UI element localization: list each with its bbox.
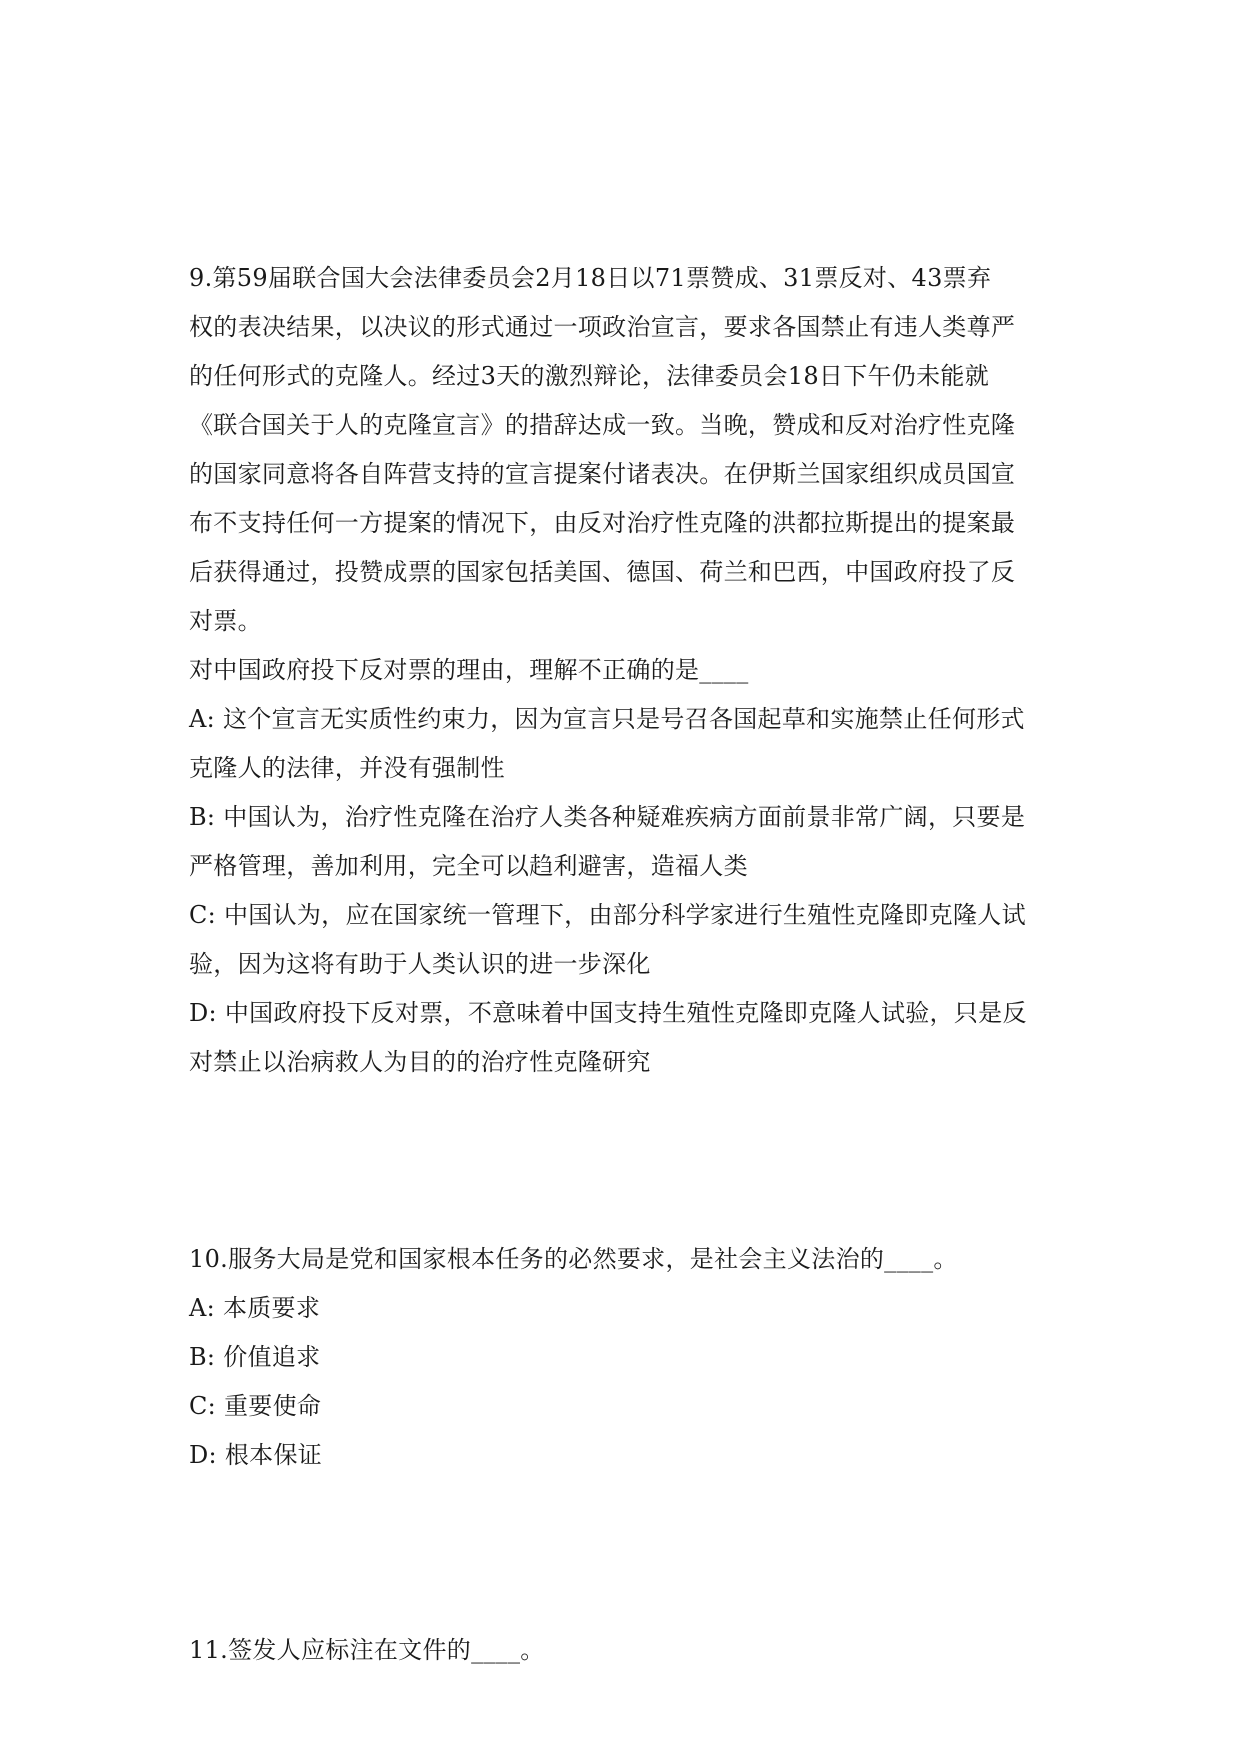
question-10-option-a: A: 本质要求 <box>189 1294 321 1322</box>
spacer <box>189 1087 1059 1235</box>
option-line: C: 中国认为，应在国家统一管理下，由部分科学家进行生殖性克隆即克隆人试 <box>189 901 1026 929</box>
document-content <box>189 254 1059 1675</box>
question-9-stem-line: 对票。 <box>189 607 262 635</box>
option-line: 克隆人的法律，并没有强制性 <box>189 754 505 782</box>
question-9-stem-line: 《联合国关于人的克隆宣言》的措辞达成一致。当晚，赞成和反对治疗性克隆 <box>189 411 1016 439</box>
option-line: 验，因为这将有助于人类认识的进一步深化 <box>189 950 651 978</box>
question-10-option-d: D: 根本保证 <box>189 1441 323 1469</box>
question-9-option-a <box>189 695 1059 793</box>
question-9-prompt: 对中国政府投下反对票的理由，理解不正确的是____ <box>189 656 749 684</box>
question-9-stem-line: 权的表决结果，以决议的形式通过一项政治宣言，要求各国禁止有违人类尊严 <box>189 313 1016 341</box>
question-9-option-d <box>189 989 1059 1087</box>
question-9-stem-line: 的国家同意将各自阵营支持的宣言提案付诸表决。在伊斯兰国家组织成员国宣 <box>189 460 1016 488</box>
question-9-stem-line: 9.第59届联合国大会法律委员会2月18日以71票赞成、31票反对、43票弃 <box>189 264 992 292</box>
question-9-option-c <box>189 891 1059 989</box>
question-9-option-b <box>189 793 1059 891</box>
question-11-stem: 11.签发人应标注在文件的____。 <box>189 1636 545 1664</box>
option-line: 对禁止以治病救人为目的的治疗性克隆研究 <box>189 1048 651 1076</box>
question-10-option-c: C: 重要使命 <box>189 1392 322 1420</box>
question-9-stem-line: 的任何形式的克隆人。经过3天的激烈辩论，法律委员会18日下午仍未能就 <box>189 362 990 390</box>
question-10-option-b: B: 价值追求 <box>189 1343 321 1371</box>
question-11 <box>189 1626 1059 1675</box>
spacer <box>189 1480 1059 1626</box>
question-9-stem-line: 布不支持任何一方提案的情况下，由反对治疗性克隆的洪都拉斯提出的提案最 <box>189 509 1016 537</box>
option-line: B: 中国认为，治疗性克隆在治疗人类各种疑难疾病方面前景非常广阔，只要是 <box>189 803 1026 831</box>
question-10-stem: 10.服务大局是党和国家根本任务的必然要求，是社会主义法治的____。 <box>189 1245 958 1273</box>
option-line: A: 这个宣言无实质性约束力，因为宣言只是号召各国起草和实施禁止任何形式 <box>189 705 1025 733</box>
question-9-stem <box>189 254 1059 695</box>
question-9-stem-line: 后获得通过，投赞成票的国家包括美国、德国、荷兰和巴西，中国政府投了反 <box>189 558 1016 586</box>
question-9 <box>189 254 1059 1087</box>
option-line: D: 中国政府投下反对票，不意味着中国支持生殖性克隆即克隆人试验，只是反 <box>189 999 1027 1027</box>
option-line: 严格管理，善加利用，完全可以趋利避害，造福人类 <box>189 852 748 880</box>
question-10 <box>189 1235 1059 1480</box>
